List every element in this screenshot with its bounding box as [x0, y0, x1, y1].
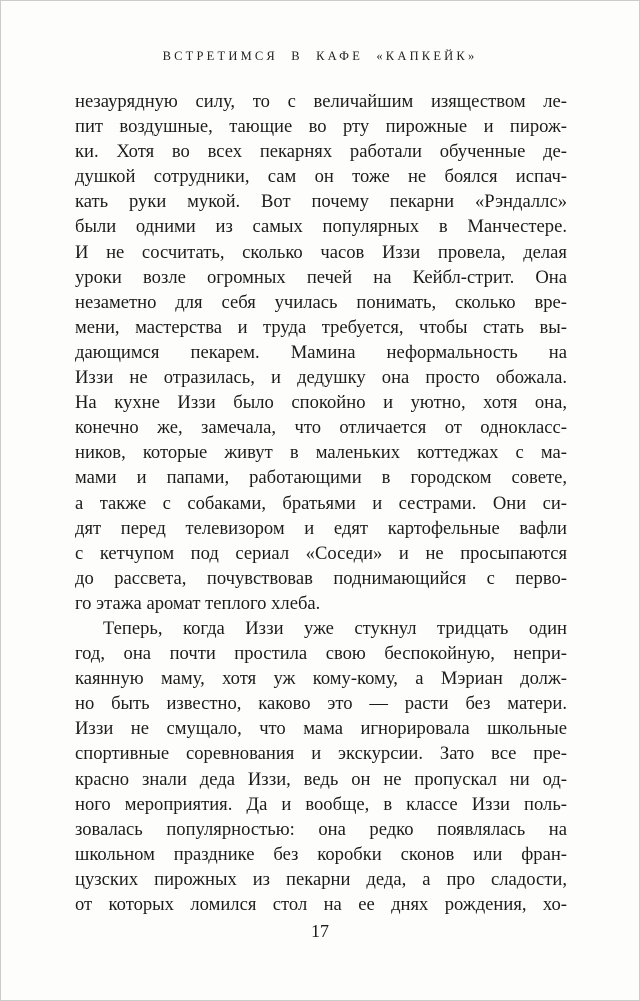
- text-line: но быть известно, каково это — расти без матери.: [75, 693, 567, 715]
- text-line: ного мероприятия. Да и вообще, в классе Иззи поль-: [75, 793, 567, 815]
- text-line: были одними из самых популярных в Манчестере.: [75, 216, 567, 238]
- text-line: Иззи не смущало, что мама игнорировала школьные: [75, 718, 567, 740]
- text-line: год, она почти простила свою беспокойную, непри-: [75, 643, 567, 665]
- text-line: мени, мастерства и труда требуется, чтобы стать вы-: [75, 316, 567, 338]
- text-line: го этажа аромат теплого хлеба.: [75, 592, 321, 614]
- text-line: школьном празднике без коробки сконов или фран-: [75, 843, 567, 865]
- text-line: каянную маму, хотя уж кому-кому, а Мэриан долж-: [75, 668, 567, 690]
- text-line: незаметно для себя училась понимать, сколько вре-: [75, 291, 567, 313]
- text-line: от которых ломился стол на ее днях рождения, хо-: [75, 894, 567, 915]
- page-number: 17: [311, 921, 329, 941]
- body-text: [75, 89, 567, 917]
- text-line: Иззи не отразилась, и дедушку она просто обожала.: [75, 367, 567, 389]
- text-line: кать руки мукой. Вот почему пекарни «Рэндаллс»: [75, 191, 567, 213]
- text-line: дающимся пекарем. Мамина неформальность на: [75, 341, 567, 363]
- text-line: ки. Хотя во всех пекарнях работали обученные де-: [75, 141, 567, 163]
- running-header: ВСТРЕТИМСЯ В КАФЕ «КАПКЕЙК»: [162, 49, 478, 63]
- text-line: душкой сотрудники, сам он тоже не боялся испач-: [75, 166, 567, 188]
- text-line: конечно же, замечала, что отличается от однокласс-: [75, 417, 567, 439]
- text-line: до рассвета, почувствовав поднимающийся с перво-: [75, 567, 567, 589]
- text-line: зовалась популярностью: она редко появлялась на: [75, 818, 567, 840]
- text-line: красно знали деда Иззи, ведь он не пропускал ни од-: [75, 768, 567, 790]
- text-line: мами и папами, работающими в городском совете,: [75, 467, 567, 489]
- text-line: ников, которые живут в маленьких коттеджах с ма-: [75, 442, 567, 464]
- text-line: На кухне Иззи было спокойно и уютно, хотя она,: [75, 392, 567, 414]
- text-line: Теперь, когда Иззи уже стукнул тридцать один: [103, 617, 567, 639]
- text-line: с кетчупом под сериал «Соседи» и не просыпаются: [75, 542, 567, 564]
- text-line: И не сосчитать, сколько часов Иззи провела, делая: [75, 241, 567, 263]
- text-line: дят перед телевизором и едят картофельные вафли: [75, 517, 567, 539]
- text-line: пит воздушные, тающие во рту пирожные и пирож-: [75, 116, 567, 138]
- text-line: уроки возле огромных печей на Кейбл-стрит. Она: [75, 266, 567, 288]
- text-line: спортивные соревнования и экскурсии. Зато все пре-: [75, 743, 567, 765]
- text-line: незаурядную силу, то с величайшим изяществом ле-: [75, 91, 567, 112]
- text-line: а также с собаками, братьями и сестрами. Они си-: [75, 492, 567, 514]
- text-line: цузских пирожных из пекарни деда, а про сладости,: [75, 868, 567, 890]
